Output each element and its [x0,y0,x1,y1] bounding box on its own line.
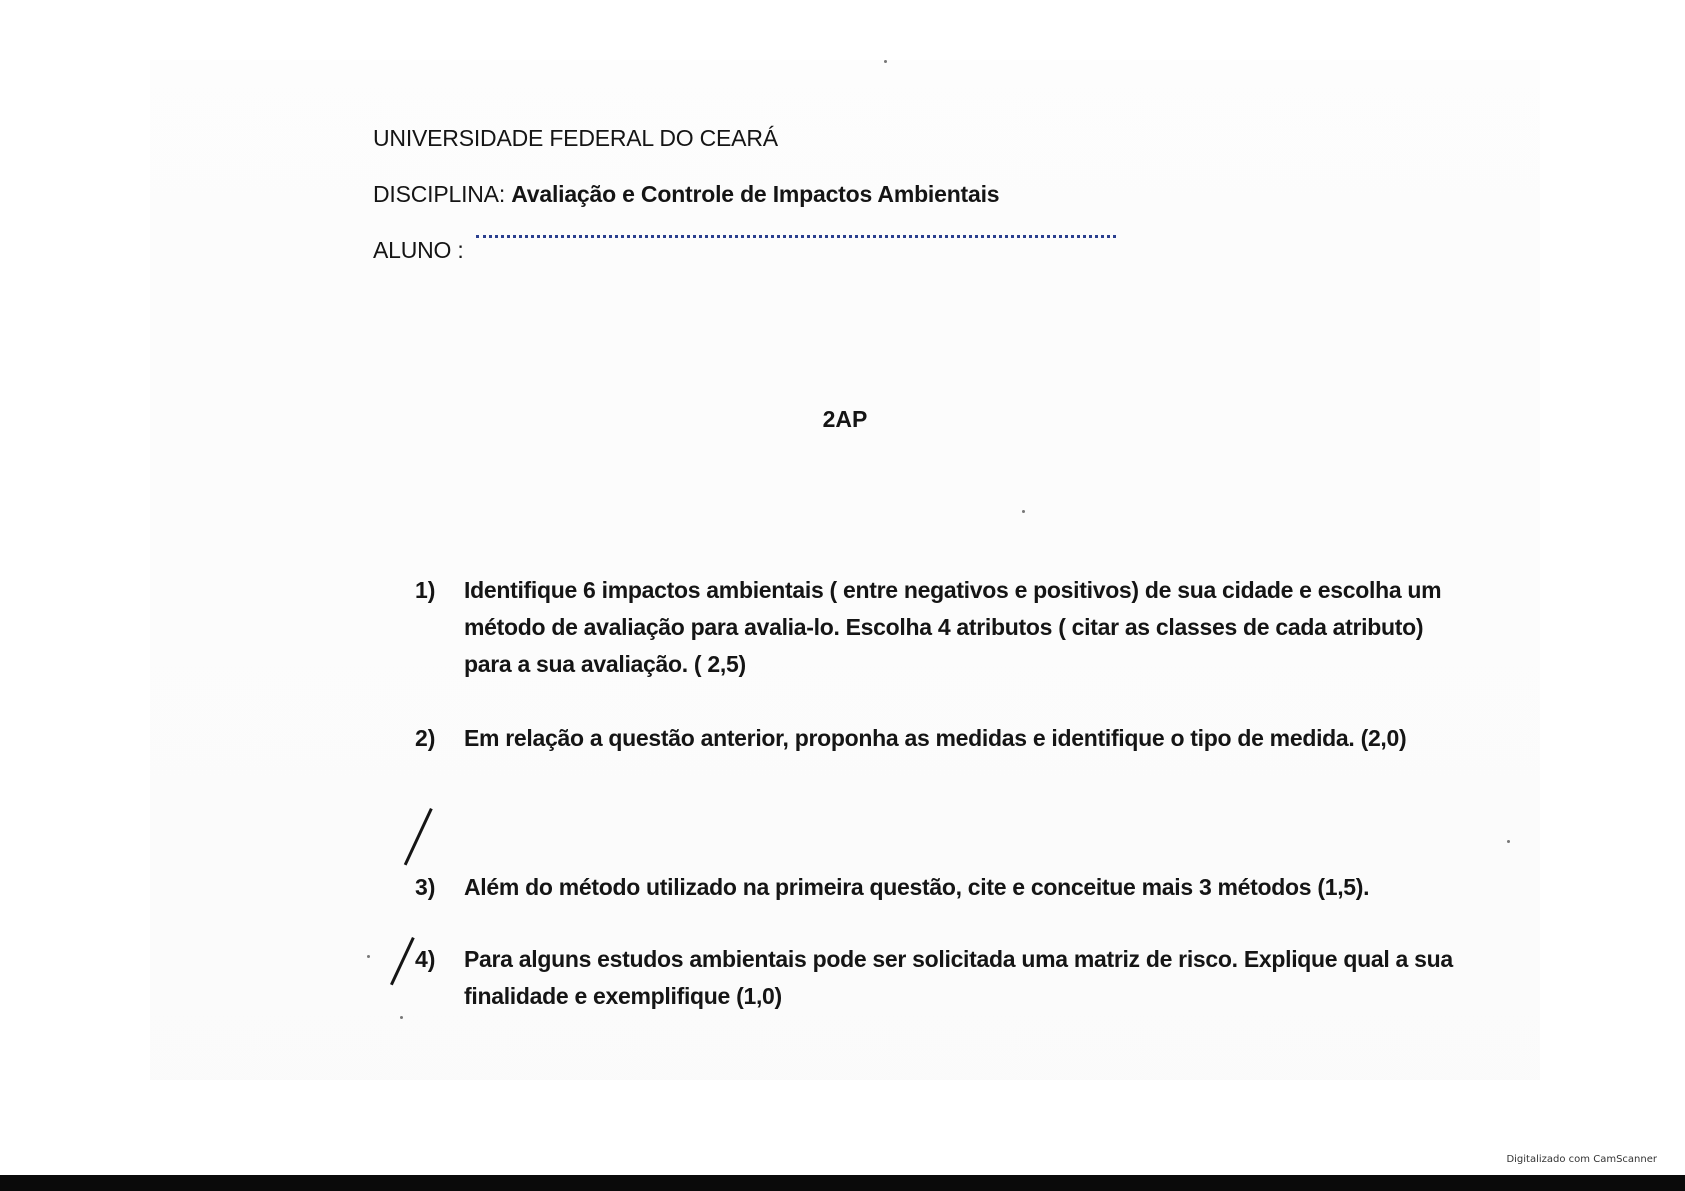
question-number: 3) [415,874,436,900]
student-line [373,237,1116,264]
bottom-edge-bar [0,1175,1685,1191]
camscanner-watermark: Digitalizado com CamScanner [1506,1154,1657,1165]
scan-speck [1022,510,1025,513]
university-heading [373,125,778,152]
question-number: 1) [415,577,436,603]
question-text: Identifique 6 impactos ambientais ( entre negativos e positivos) de sua cidade e escolha um método de avaliação para avalia-lo. Escolha 4 atributos ( citar as classes de cada atributo) para a sua avaliação. ( 2,5) [464,577,1442,677]
discipline-line [373,181,999,208]
question-text: Em relação a questão anterior, proponha as medidas e identifique o tipo de medida. (2,0) [464,725,1407,751]
redacted-student-name [476,235,1116,242]
paper-shading [150,60,1540,1080]
question-item [415,941,1465,1015]
scan-speck [1507,840,1510,843]
scan-speck [400,1016,403,1019]
exam-title: 2AP [822,406,868,432]
university-name: UNIVERSIDADE FEDERAL DO CEARÁ [373,125,778,151]
student-label: ALUNO : [373,237,464,263]
question-text: Para alguns estudos ambientais pode ser solicitada uma matriz de risco. Explique qual a sua finalidade e exemplifique (1,0) [464,946,1453,1009]
discipline-label: DISCIPLINA: [373,181,506,207]
question-number: 2) [415,725,436,751]
question-number: 4) [415,946,436,972]
question-item [415,869,1465,906]
scan-speck [367,955,370,958]
question-text: Além do método utilizado na primeira questão, cite e conceitue mais 3 métodos (1,5). [464,874,1370,900]
question-item [415,572,1465,683]
question-item [415,720,1465,757]
discipline-value: Avaliação e Controle de Impactos Ambientais [511,181,1000,207]
scan-speck [884,60,887,63]
